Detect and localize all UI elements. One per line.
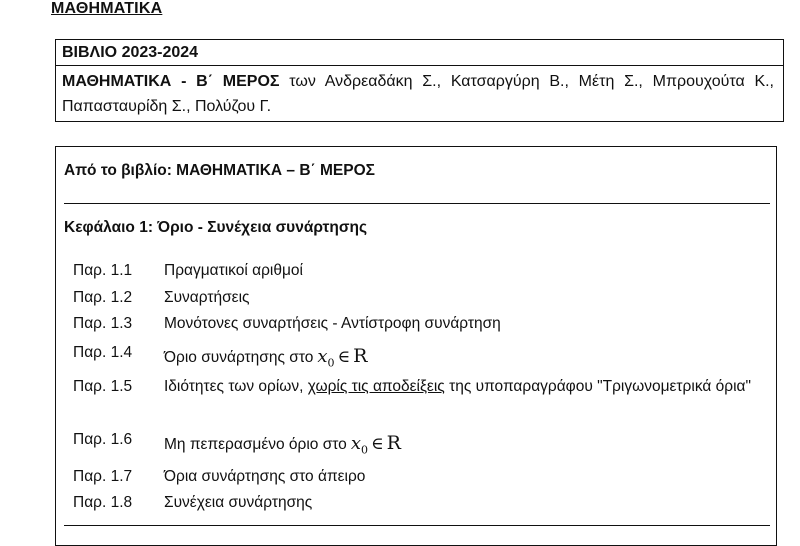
section-title: Όρια συνάρτησης στο άπειρο (164, 468, 366, 485)
math-real-set: R (353, 345, 368, 367)
section-number: Παρ. 1.7 (73, 468, 133, 485)
section-number: Παρ. 1.4 (73, 344, 133, 361)
divider (64, 525, 770, 526)
section-title-underlined: χωρίς τις αποδείξεις (307, 378, 445, 395)
section-title: Συναρτήσεις (164, 289, 250, 306)
math-variable: x (350, 433, 361, 454)
section-title: Συνέχεια συνάρτησης (164, 494, 313, 511)
math-element-of: ∈ (370, 434, 384, 454)
math-expression (317, 345, 368, 370)
section-title-text: Μη πεπερασμένο όριο στο (164, 436, 347, 453)
chapter-title: Κεφάλαιο 1: Όριο - Συνέχεια συνάρτησης (64, 219, 368, 236)
section-number: Παρ. 1.3 (73, 315, 133, 332)
math-element-of: ∈ (337, 347, 351, 367)
section-title (164, 375, 756, 399)
chapter-box (55, 146, 777, 546)
book-info-box (55, 39, 784, 122)
section-title (164, 344, 756, 376)
section-title-text: της υποπαραγράφου "Τριγωνομετρικά όρια" (444, 378, 751, 395)
section-title (164, 431, 756, 463)
section-title-text: Όριο συνάρτησης στο (164, 349, 314, 366)
section-number: Παρ. 1.2 (73, 289, 133, 306)
book-year-title: ΒΙΒΛΙΟ 2023-2024 (56, 40, 783, 66)
section-number: Παρ. 1.5 (73, 378, 133, 395)
math-variable: x (317, 346, 328, 367)
section-title: Πραγματικοί αριθμοί (164, 262, 303, 279)
from-book-label: Από το βιβλίο: ΜΑΘΗΜΑΤΙΚΑ – Β΄ ΜΕΡΟΣ (64, 162, 375, 179)
section-title: Μονότονες συναρτήσεις - Αντίστροφη συνάρτηση (164, 315, 501, 332)
math-subscript: 0 (360, 443, 368, 457)
section-number: Παρ. 1.8 (73, 494, 133, 511)
page-heading: ΜΑΘΗΜΑΤΙΚΑ (51, 0, 163, 17)
book-authors: των Ανδρεαδάκη Σ., Κατσαργύρη Β., Μέτη Σ., Μπρουχούτα Κ., Παπασταυρίδη Σ., Πολύζου Γ. (62, 73, 775, 115)
book-name: ΜΑΘΗΜΑΤΙΚΑ - Β΄ ΜΕΡΟΣ (62, 73, 280, 90)
divider (64, 203, 770, 204)
math-expression (350, 432, 401, 457)
section-title-text: Ιδιότητες των ορίων, (164, 378, 308, 395)
math-real-set: R (386, 432, 401, 454)
book-description (62, 69, 774, 119)
section-number: Παρ. 1.1 (73, 262, 133, 279)
math-subscript: 0 (327, 356, 335, 370)
section-number: Παρ. 1.6 (73, 431, 133, 448)
